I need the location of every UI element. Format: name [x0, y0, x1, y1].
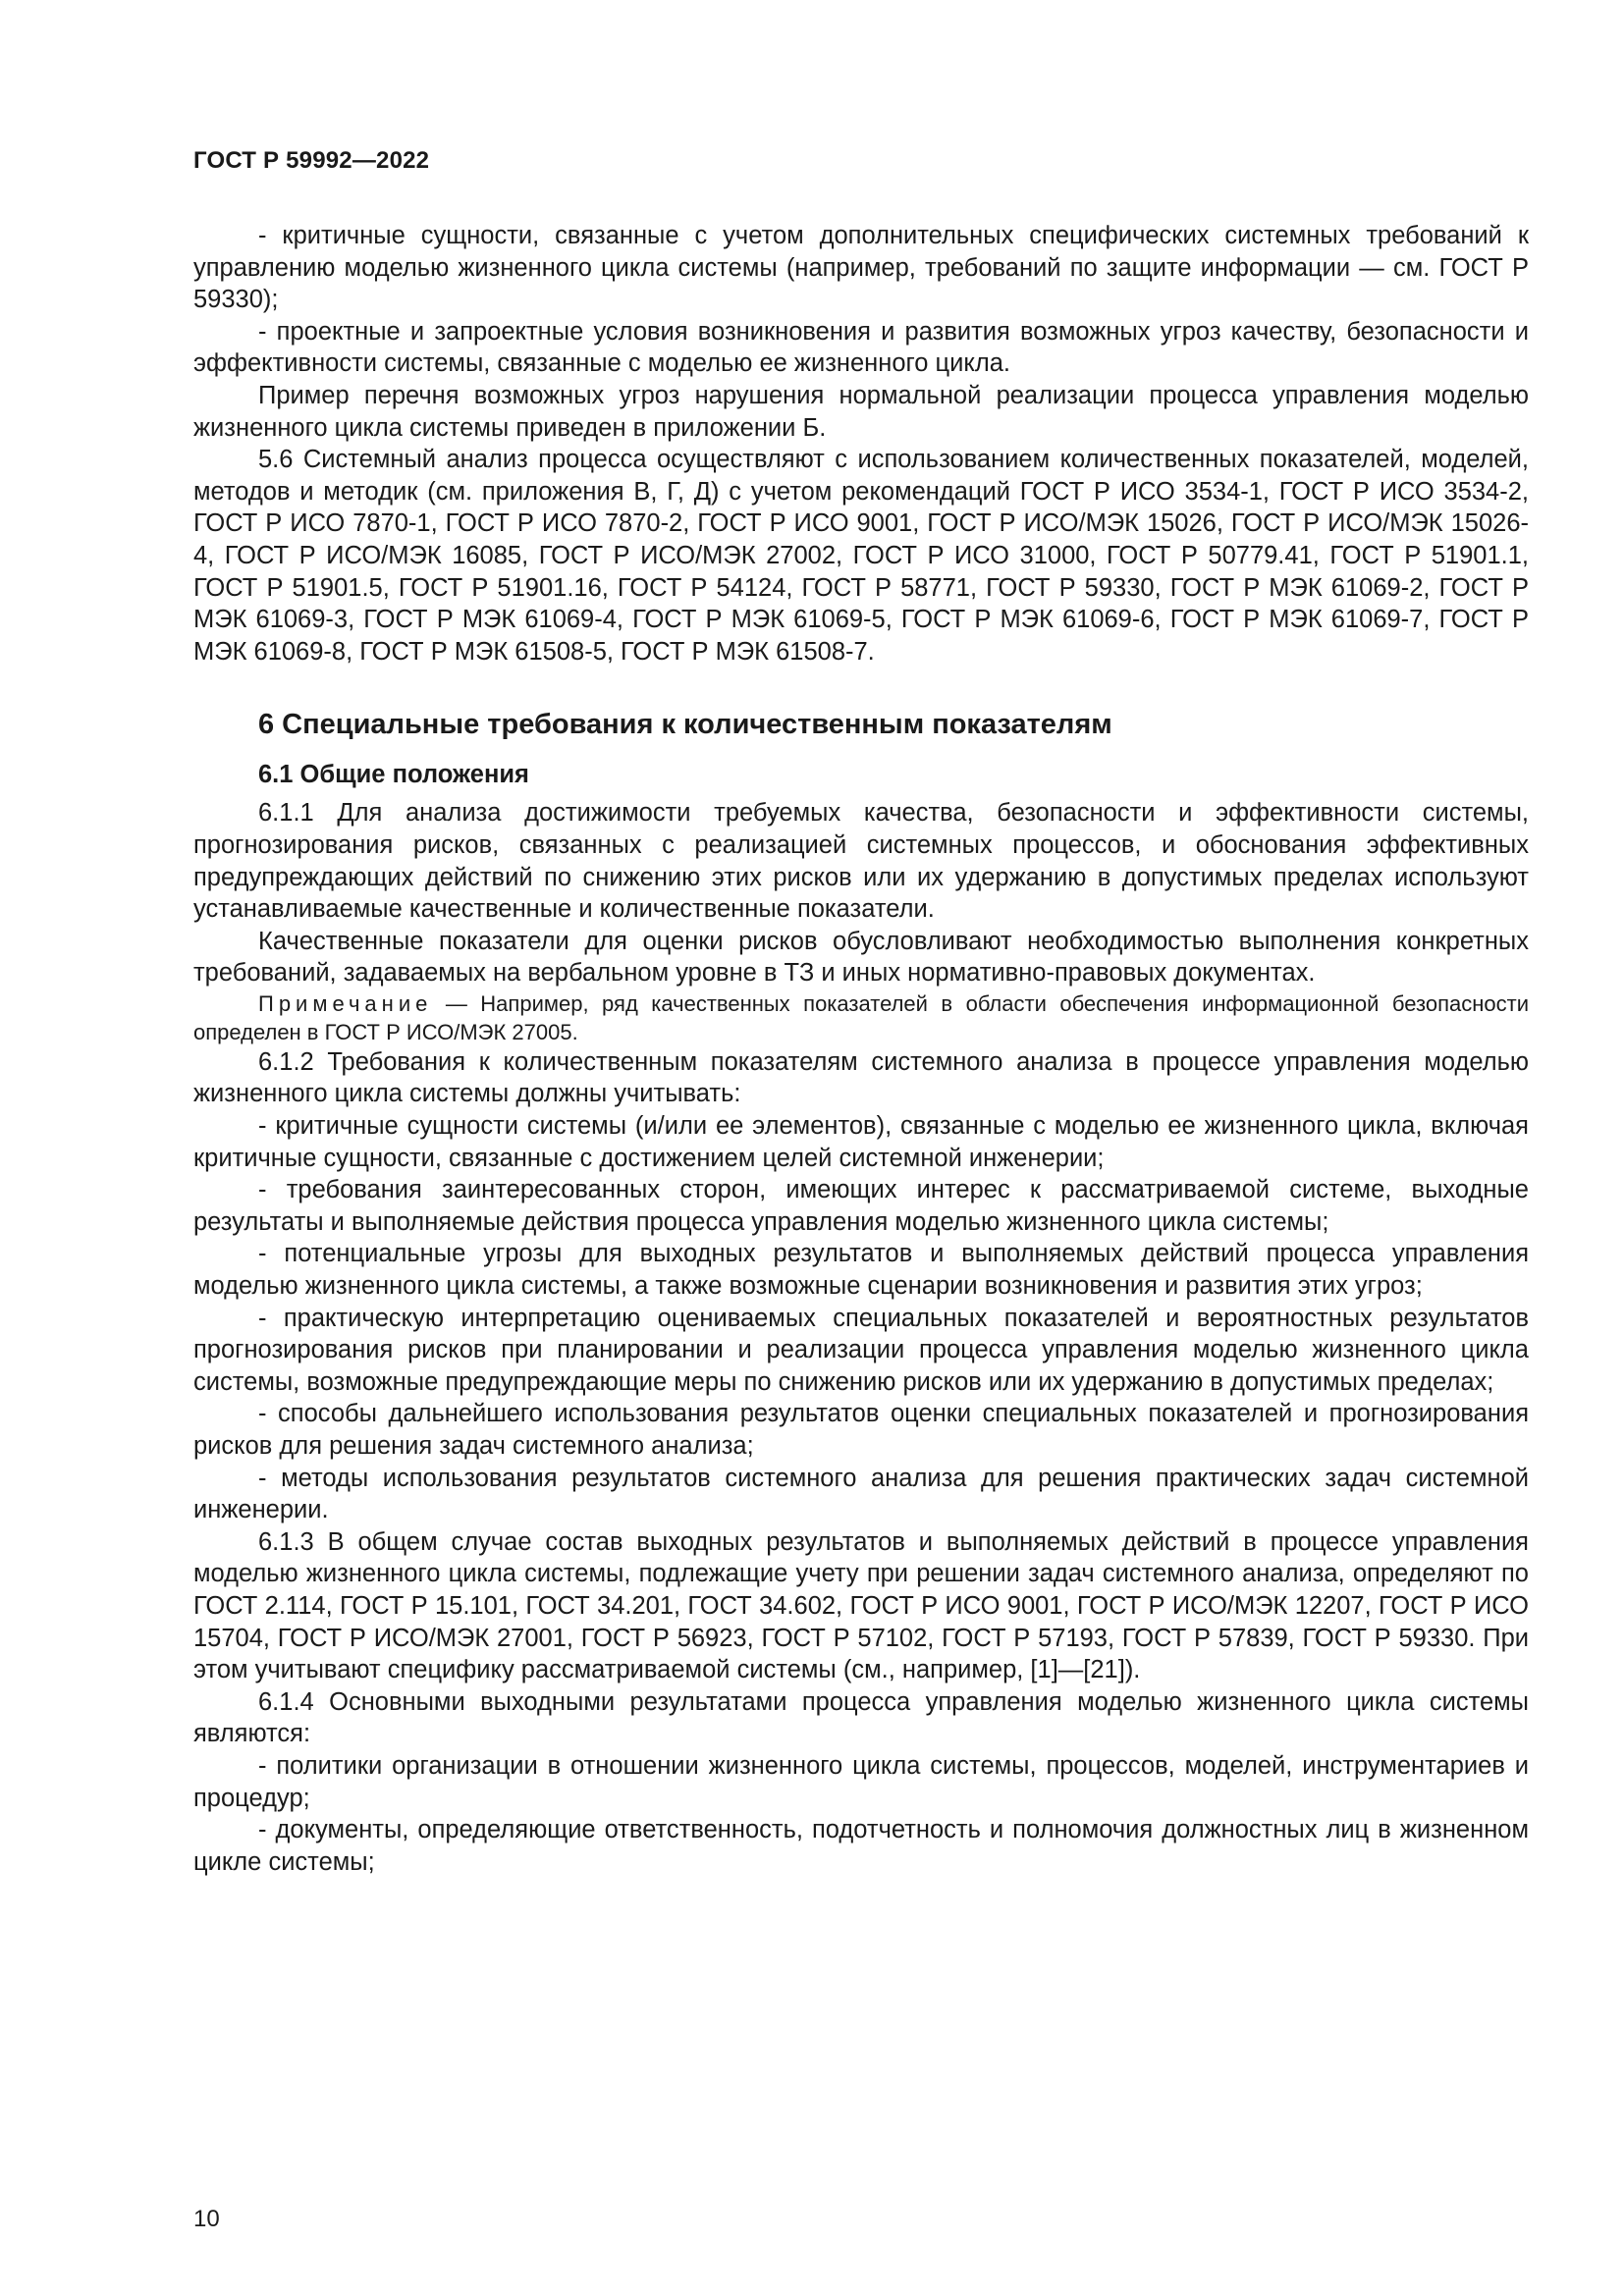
document-body [193, 220, 1529, 1878]
note [193, 989, 1529, 1046]
page-number: 10 [193, 2206, 220, 2232]
paragraph: - проектные и запроектные условия возникновения и развития возможных угроз качеству, безопасности и эффективности системы, связанные с моделью ее жизненного цикла. [193, 317, 1529, 378]
subsection-title: 6.1 Общие положения [258, 761, 529, 789]
section-title: 6 Специальные требования к количественным показателям [258, 709, 1112, 741]
note-text: — Например, ряд качественных показателей в области обеспечения информационной безопасности определен в ГОСТ Р ИСО/МЭК 27005. [193, 990, 1529, 1044]
paragraph: - документы, определяющие ответственность, подотчетность и полномочия должностных лиц в жизненном цикле системы; [193, 1816, 1529, 1876]
paragraph: - критичные сущности системы (и/или ее элементов), связанные с моделью ее жизненного цикла, включая критичные сущности, связанные с достижением целей системной инженерии; [193, 1112, 1529, 1172]
paragraph: Качественные показатели для оценки рисков обусловливают необходимостью выполнения конкретных требований, задаваемых на вербальном уровне в ТЗ и иных нормативно-правовых документах. [193, 927, 1529, 988]
paragraph: - критичные сущности, связанные с учетом дополнительных специфических системных требований к управлению моделью жизненного цикла системы (например, требований по защите информации — см. ГОСТ Р 59330); [193, 222, 1529, 314]
document-header: ГОСТ Р 59992—2022 [193, 147, 430, 174]
paragraph: - способы дальнейшего использования результатов оценки специальных показателей и прогнозирования рисков для решения задач системного анализа; [193, 1400, 1529, 1460]
paragraph: 6.1.3 В общем случае состав выходных результатов и выполняемых действий в процессе управления моделью жизненного цикла системы, подлежащие учету при решении задач системного анализа, определяют по ГОСТ 2.114, ГОСТ Р 15.101, ГОСТ 34.201, ГОСТ 34.602, ГОСТ Р ИСО 9001, ГОСТ Р ИСО/МЭК 12207, ГОСТ Р ИСО 15704, ГОСТ Р ИСО/МЭК 27001, ГОСТ Р 56923, ГОСТ Р 57102, ГОСТ Р 57193, ГОСТ Р 57839, ГОСТ Р 59330. При этом учитывают специфику рассматриваемой системы (см., например, [1]—[21]). [193, 1527, 1529, 1684]
paragraph: Пример перечня возможных угроз нарушения нормальной реализации процесса управления моделью жизненного цикла системы приведен в приложении Б. [193, 381, 1529, 442]
paragraph: - требования заинтересованных сторон, имеющих интерес к рассматриваемой системе, выходные результаты и выполняемые действия процесса управления моделью жизненного цикла системы; [193, 1176, 1529, 1236]
paragraph: 6.1.4 Основными выходными результатами процесса управления моделью жизненного цикла системы являются: [193, 1687, 1529, 1748]
paragraph: - потенциальные угрозы для выходных результатов и выполняемых действий процесса управления моделью жизненного цикла системы, а также возможные сценарии возникновения и развития этих угроз; [193, 1240, 1529, 1301]
paragraph: - политики организации в отношении жизненного цикла системы, процессов, моделей, инструментариев и процедур; [193, 1751, 1529, 1812]
paragraph: 6.1.1 Для анализа достижимости требуемых качества, безопасности и эффективности системы, прогнозирования рисков, связанных с реализацией системных процессов, и обоснования эффективных предупреждающих действий по снижению этих рисков или их удержанию в допустимых пределах используют устанавливаемые качественные и количественные показатели. [193, 799, 1529, 924]
paragraph: - практическую интерпретацию оцениваемых специальных показателей и вероятностных результатов прогнозирования рисков при планировании и реализации процесса управления моделью жизненного цикла системы, возможные предупреждающие меры по снижению рисков или их удержанию в допустимых пределах; [193, 1304, 1529, 1396]
note-label: Примечание [258, 990, 433, 1016]
paragraph: 5.6 Системный анализ процесса осуществляют с использованием количественных показателей, моделей, методов и методик (см. приложения В, Г, Д) с учетом рекомендаций ГОСТ Р ИСО 3534-1, ГОСТ Р ИСО 3534-2, ГОСТ Р ИСО 7870-1, ГОСТ Р ИСО 7870-2, ГОСТ Р ИСО 9001, ГОСТ Р ИСО/МЭК 15026, ГОСТ Р ИСО/МЭК 15026-4, ГОСТ Р ИСО/МЭК 16085, ГОСТ Р ИСО/МЭК 27002, ГОСТ Р ИСО 31000, ГОСТ Р 50779.41, ГОСТ Р 51901.1, ГОСТ Р 51901.5, ГОСТ Р 51901.16, ГОСТ Р 54124, ГОСТ Р 58771, ГОСТ Р 59330, ГОСТ Р МЭК 61069-2, ГОСТ Р МЭК 61069-3, ГОСТ Р МЭК 61069-4, ГОСТ Р МЭК 61069-5, ГОСТ Р МЭК 61069-6, ГОСТ Р МЭК 61069-7, ГОСТ Р МЭК 61069-8, ГОСТ Р МЭК 61508-5, ГОСТ Р МЭК 61508-7. [193, 446, 1529, 666]
paragraph: - методы использования результатов системного анализа для решения практических задач системной инженерии. [193, 1464, 1529, 1524]
paragraph: 6.1.2 Требования к количественным показателям системного анализа в процессе управления моделью жизненного цикла системы должны учитывать: [193, 1047, 1529, 1108]
